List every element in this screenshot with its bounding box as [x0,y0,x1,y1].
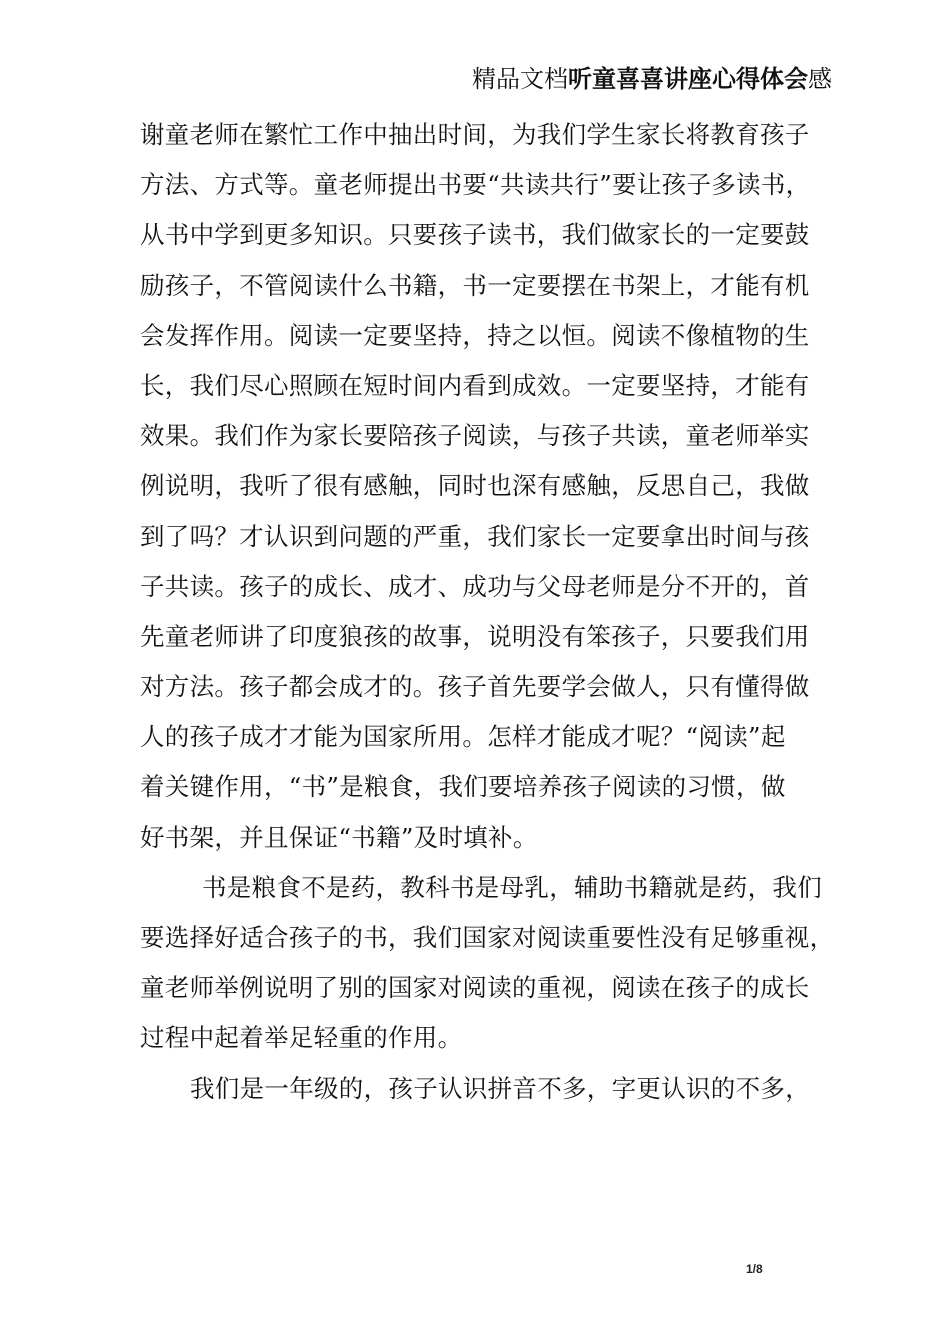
text-line: 要选择好适合孩子的书，我们国家对阅读重要性没有足够重视， [140,923,835,952]
text-line: 长，我们尽心照顾在短时间内看到成效。一定要坚持，才能有 [140,370,810,400]
text-line: 对方法。孩子都会成才的。孩子首先要学会做人，只有懂得做 [140,672,810,702]
header-tag: 精品文档 [472,65,568,93]
text-line: 励孩子，不管阅读什么书籍，书一定要摆在书架上，才能有机 [140,270,810,300]
text-line: 效果。我们作为家长要陪孩子阅读，与孩子共读，童老师举实 [140,421,810,451]
text-line: 过程中起着举足轻重的作用。 [140,1023,463,1053]
paragraph-3 [140,1064,840,1114]
page-header [140,62,832,96]
paragraph-2 [140,863,840,1064]
text-line: 童老师举例说明了别的国家对阅读的重视，阅读在孩子的成长 [140,973,810,1003]
text-line: 从书中学到更多知识。只要孩子读书，我们做家长的一定要鼓 [140,220,810,250]
text-line: 子共读。孩子的成长、成才、成功与父母老师是分不开的，首 [140,571,810,601]
paragraph-1 [140,110,840,863]
text-line: 书是粮食不是药，教科书是母乳，辅助书籍就是药，我们 [202,872,822,902]
text-line: 着关键作用，“书”是粮食，我们要培养孩子阅读的习惯，做 [140,772,786,802]
text-line: 我们是一年级的，孩子认识拼音不多，字更认识的不多， [190,1073,810,1103]
page-number: 1/8 [746,1262,763,1276]
text-line: 方法、方式等。童老师提出书要“共读共行”要让孩子多读书， [140,170,811,200]
text-line: 例说明，我听了很有感触，同时也深有感触，反思自己，我做 [140,471,810,501]
text-line: 好书架，并且保证“书籍”及时填补。 [140,822,538,852]
text-line: 先童老师讲了印度狼孩的故事，说明没有笨孩子，只要我们用 [140,621,810,651]
text-line: 会发挥作用。阅读一定要坚持，持之以恒。阅读不像植物的生 [140,320,810,350]
header-title: 听童喜喜讲座心得体会 [568,65,808,93]
text-line: 谢童老师在繁忙工作中抽出时间，为我们学生家长将教育孩子 [140,120,810,149]
text-line: 人的孩子成才才能为国家所用。怎样才能成才呢？“阅读”起 [140,722,786,752]
document-body [140,110,840,1114]
text-line: 到了吗？才认识到问题的严重，我们家长一定要拿出时间与孩 [140,521,810,551]
header-tail: 感 [808,65,832,93]
